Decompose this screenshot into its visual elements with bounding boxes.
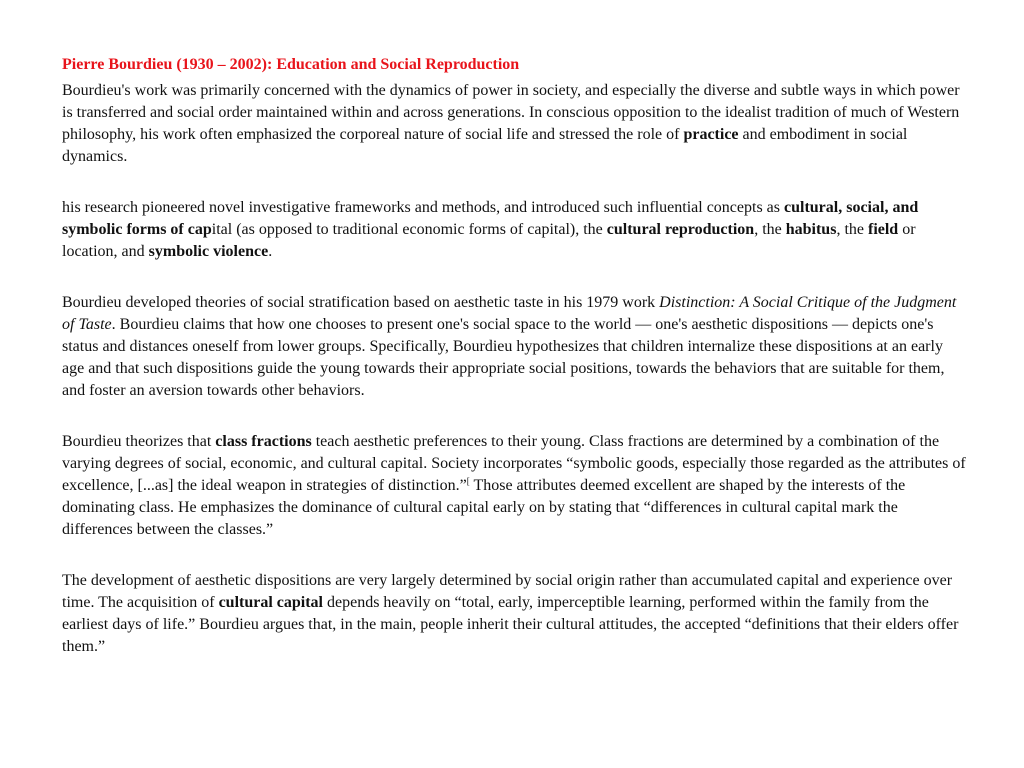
term-habitus: habitus: [785, 221, 837, 238]
p2-text-f: or location, and: [62, 221, 916, 260]
p2-text-e: , the: [836, 221, 868, 238]
p2-text-c: ital (as opposed to traditional economic forms of capital), the: [211, 221, 607, 238]
term-field: field: [867, 221, 899, 238]
document-page: [62, 54, 967, 658]
document-title: Pierre Bourdieu (1930 – 2002): Education and Social Reproduction: [62, 56, 520, 73]
p1-text-a: Bourdieu's work was primarily concerned with the dynamics of power in society, and especially the diverse and subtle ways in which power is transferred and social order maintained within and across generations. In conscious opposition to the idealist tradition of much of Western philosophy, his work often emphasized the corporeal nature of social life and stressed the role of: [62, 82, 960, 143]
paragraph-1: [62, 80, 967, 168]
term-practice: practice: [683, 126, 739, 143]
term-class-fractions: class fractions: [215, 433, 312, 450]
p1-text-c: and embodiment in social dynamics.: [62, 126, 908, 165]
p2-text-d: , the: [754, 221, 786, 238]
paragraph-2: [62, 197, 967, 263]
footnote-marker: [: [466, 476, 470, 486]
term-cultural-capital: cultural capital: [218, 594, 323, 611]
p4-text-d: Those attributes deemed excellent are shaped by the interests of the dominating class. He emphasizes the dominance of cultural capital early on by stating that “differences in cultural capital mark the differences between the classes.”: [62, 477, 906, 538]
paragraph-5: [62, 570, 967, 658]
p2-text-a: his research pioneered novel investigative frameworks and methods, and introduced such influential concepts as: [62, 199, 784, 216]
term-symbolic-violence: symbolic violence: [148, 243, 269, 260]
paragraph-3: [62, 292, 967, 402]
book-title: Distinction: A Social Critique of the Judgment of Taste: [62, 294, 957, 333]
p5-text-a: The development of aesthetic dispositions are very largely determined by social origin rather than accumulated capital and experience over time. The acquisition of: [62, 572, 953, 611]
paragraph-4: [62, 431, 967, 541]
p3-text-b: . Bourdieu claims that how one chooses to present one's social space to the world — one's aesthetic dispositions — depicts one's status and distances oneself from lower groups. Specifically, Bourdieu hypothesizes that children internalize these dispositions at an early age and that such dispositions guide the young towards their appropriate social positions, towards the behaviors that are suitable for them, and foster an aversion towards other behaviors.: [62, 316, 945, 399]
term-cultural-reproduction: cultural reproduction: [606, 221, 755, 238]
p4-text-a: Bourdieu theorizes that: [62, 433, 216, 450]
p3-text-a: Bourdieu developed theories of social stratification based on aesthetic taste in his 1979 work: [62, 294, 660, 311]
p4-text-c: teach aesthetic preferences to their young. Class fractions are determined by a combination of the varying degrees of social, economic, and cultural capital. Society incorporates “symbolic goods, especially those regarded as the attributes of excellence, [...as] the ideal weapon in strategies of distinction.”: [62, 433, 966, 494]
p2-text-g: .: [268, 243, 273, 260]
p5-text-c: depends heavily on “total, early, imperceptible learning, performed within the family from the earliest days of life.” Bourdieu argues that, in the main, people inherit their cultural attitudes, the accepted “definitions that their elders offer them.”: [62, 594, 959, 655]
term-forms-of-capital: cultural, social, and symbolic forms of cap: [62, 199, 919, 238]
